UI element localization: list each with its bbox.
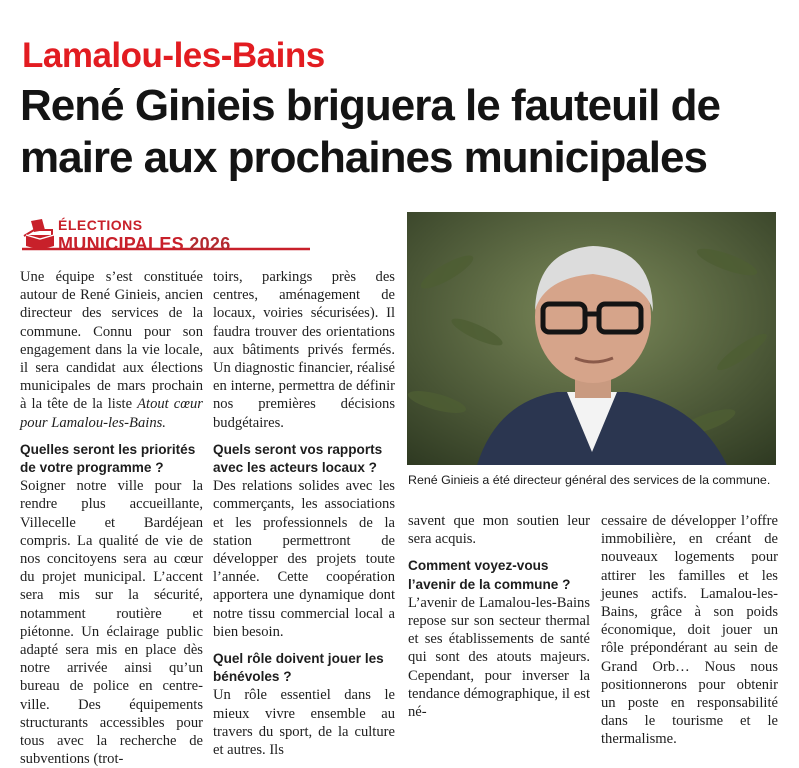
elections-badge bbox=[20, 216, 310, 256]
headline bbox=[20, 80, 795, 184]
answer-2: Des relations solides avec les commerçants, les associations et les professionnels de la station permettront de développer des projets toute l’année. Cette coopération apportera une dynamique dont notre tissu commercial local a bien besoin. bbox=[213, 478, 395, 640]
headline-line-2: maire aux prochaines municipales bbox=[20, 133, 707, 182]
headline-line-1: René Ginieis briguera le fauteuil de bbox=[20, 81, 720, 130]
answer-1-continued: toirs, parkings près des centres, aménagement de locaux, voiries sécurisées). Il faudra trouver des orientations aux bâtiments privés fermés. Un diagnostic financier, réalisé en interne, permettra de définir nos premières décisions budgétaires. bbox=[213, 269, 395, 431]
photo-caption: René Ginieis a été directeur général des services de la commune. bbox=[408, 473, 771, 487]
question-2: Quels seront vos rapports avec les acteurs locaux ? bbox=[213, 441, 383, 476]
article-column-4 bbox=[601, 512, 778, 749]
badge-year: 2026 bbox=[189, 234, 231, 254]
question-4: Comment voyez-vous l’avenir de la commune ? bbox=[408, 558, 571, 592]
answer-3-continued: savent que mon soutien leur sera acquis. bbox=[408, 513, 590, 548]
answer-4-continued: cessaire de développer l’offre immobilière, en créant de nouveaux logements pour attirer les familles et les jeunes actifs. Lamalou-les-Bains, grâce à son poids économique, doit jouer un rôle prépondérant au sein de Grand Orb… Nous nous positionnerons pour obtenir un poste en responsabilité dans le tourisme et le thermalisme. bbox=[601, 513, 778, 748]
badge-elections-label: ÉLECTIONS bbox=[58, 217, 143, 233]
portrait-photo bbox=[407, 212, 776, 465]
intro-paragraph: Une équipe s’est constituée autour de René Ginieis, ancien directeur des services de la commune. Connu pour son engagement dans la vie locale, il sera candidat aux élections municipales de mars prochain à la tête de la liste Atout cœur pour Lamalou-les-Bains. bbox=[20, 269, 203, 431]
answer-3: Un rôle essentiel dans le mieux vivre ensemble au travers du sport, de la culture et autres. Ils bbox=[213, 687, 395, 759]
answer-4: L’avenir de Lamalou-les-Bains repose sur son secteur thermal et ses établissements de santé qui sont des atouts majeurs. Cependant, pour inverser la tendance démographique, il est né- bbox=[408, 594, 590, 721]
badge-municipales-label bbox=[58, 233, 231, 255]
badge-municipales-word: MUNICIPALES bbox=[58, 234, 184, 254]
article-column-1 bbox=[20, 268, 203, 768]
question-3: Quel rôle doivent jouer les bénévoles ? bbox=[213, 651, 384, 685]
article-column-3 bbox=[408, 512, 590, 721]
kicker-title: Lamalou-les-Bains bbox=[22, 36, 325, 75]
question-1: Quelles seront les priorités de votre programme ? bbox=[20, 441, 196, 476]
list-name: Atout cœur pour Lamalou-les-Bains. bbox=[20, 396, 203, 431]
portrait-illustration bbox=[407, 212, 776, 465]
answer-1: Soigner notre ville pour la rendre plus accueillante, Villecelle et Bardéjean compris. La qualité de vie de nos concitoyens sera au cœur du projet municipal. L’accent sera mis sur la sécurité, notamment routière et piétonne. Un éclairage public adapté sera mis en place dès notre arrivée ainsi qu’un bureau de police en centre-ville. Des équipements structurants accessibles pour tous avec la recherche de subventions (trot- bbox=[20, 478, 203, 768]
article-column-2 bbox=[213, 268, 395, 759]
